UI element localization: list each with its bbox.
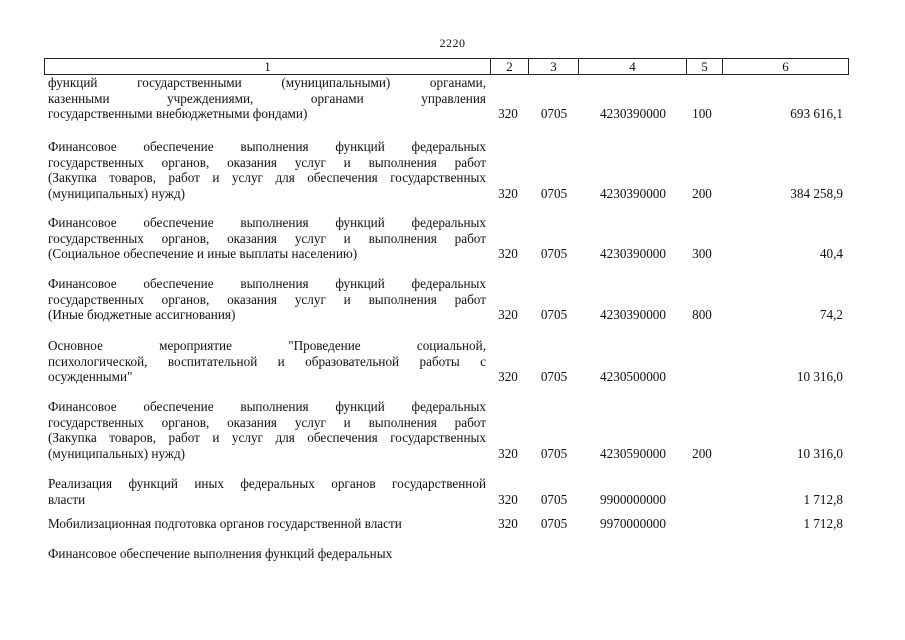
row-code-ministry: 320 — [498, 445, 518, 461]
row-code-ministry: 320 — [498, 185, 518, 201]
header-col-2: 2 — [491, 59, 529, 74]
row-code-ministry: 320 — [498, 307, 518, 322]
description-line: государственных органов, оказания услуг и выполнения работ — [48, 414, 486, 430]
header-col-1: 1 — [45, 59, 491, 74]
row-code-target: 4230390000 — [600, 246, 666, 261]
row-code-section: 0705 — [540, 516, 568, 531]
description-line: Мобилизационная подготовка органов государственной власти — [48, 516, 402, 531]
row-description — [48, 139, 486, 201]
row-code-section: 0705 — [540, 106, 568, 121]
row-description — [48, 215, 486, 262]
row-code-ministry: 320 — [498, 491, 518, 507]
header-col-6: 6 — [782, 59, 789, 74]
description-line: Финансовое обеспечение выполнения функций федеральных — [48, 139, 486, 154]
row-code-target: 4230390000 — [600, 185, 666, 201]
table-row — [44, 276, 847, 323]
description-line: (муниципальных) нужд) — [48, 185, 186, 201]
table-row — [44, 546, 847, 562]
row-code-target: 4230590000 — [600, 445, 666, 461]
row-amount: 10 316,0 — [796, 445, 843, 461]
description-line: психологической, воспитательной и образовательной работы с — [48, 353, 486, 369]
row-code-section: 0705 — [540, 246, 568, 261]
description-line: функций государственными (муниципальными) органами, — [48, 75, 486, 90]
description-line: государственных органов, оказания услуг и выполнения работ — [48, 230, 486, 246]
row-description — [48, 338, 486, 385]
row-code-expense-type: 200 — [692, 185, 712, 201]
row-code-section: 0705 — [540, 185, 568, 201]
page-number: 2220 — [439, 36, 466, 50]
row-code-ministry: 320 — [498, 106, 518, 121]
header-col-3: 3 — [529, 59, 579, 74]
table-row — [44, 476, 847, 507]
row-code-ministry: 320 — [498, 246, 518, 261]
row-code-section: 0705 — [540, 491, 568, 507]
row-amount: 40,4 — [819, 246, 843, 261]
row-amount: 10 316,0 — [796, 369, 843, 384]
row-description — [48, 399, 486, 461]
description-line: власти — [48, 491, 86, 507]
description-line: осужденными" — [48, 369, 133, 384]
row-description — [48, 476, 486, 507]
description-line: Реализация функций иных федеральных органов государственной — [48, 476, 486, 491]
row-code-ministry: 320 — [498, 369, 518, 384]
table-row — [44, 75, 847, 122]
table-header — [44, 58, 849, 75]
description-line: (Закупка товаров, работ и услуг для обеспечения государственных — [48, 430, 486, 445]
row-code-expense-type: 100 — [692, 106, 712, 121]
description-line: государственных органов, оказания услуг и выполнения работ — [48, 291, 486, 307]
row-amount: 693 616,1 — [790, 106, 843, 121]
description-line: (Закупка товаров, работ и услуг для обеспечения государственных — [48, 170, 486, 185]
description-line: Основное мероприятие "Проведение социальной, — [48, 338, 486, 353]
description-line: Финансовое обеспечение выполнения функций федеральных — [48, 276, 486, 291]
row-code-target: 4230390000 — [600, 106, 666, 121]
table-row — [44, 399, 847, 461]
row-amount: 74,2 — [819, 307, 843, 322]
row-code-target: 9970000000 — [600, 516, 666, 531]
row-description — [48, 276, 486, 323]
row-code-target: 4230390000 — [600, 307, 666, 322]
table-row — [44, 215, 847, 262]
header-col-5: 5 — [687, 59, 723, 74]
row-code-target: 4230500000 — [600, 369, 666, 384]
row-description — [48, 546, 486, 562]
table-row — [44, 338, 847, 385]
row-description — [48, 75, 486, 122]
description-line: Финансовое обеспечение выполнения функций федеральных — [48, 546, 393, 561]
row-description — [48, 516, 486, 532]
description-line: (муниципальных) нужд) — [48, 445, 186, 461]
row-code-target: 9900000000 — [600, 491, 666, 507]
row-code-section: 0705 — [540, 307, 568, 322]
table-row — [44, 516, 847, 532]
description-line: (Социальное обеспечение и иные выплаты населению) — [48, 246, 358, 261]
table-row — [44, 139, 847, 201]
description-line: государственных органов, оказания услуг и выполнения работ — [48, 154, 486, 170]
row-code-section: 0705 — [540, 445, 568, 461]
row-amount: 384 258,9 — [790, 185, 843, 201]
description-line: (Иные бюджетные ассигнования) — [48, 307, 236, 322]
row-code-section: 0705 — [540, 369, 568, 384]
row-code-ministry: 320 — [498, 516, 518, 531]
description-line: Финансовое обеспечение выполнения функций федеральных — [48, 215, 486, 230]
row-code-expense-type: 800 — [692, 307, 712, 322]
row-code-expense-type: 300 — [692, 246, 712, 261]
description-line: Финансовое обеспечение выполнения функций федеральных — [48, 399, 486, 414]
description-line: государственными внебюджетными фондами) — [48, 106, 308, 121]
header-col-4: 4 — [579, 59, 687, 74]
row-amount: 1 712,8 — [803, 491, 843, 507]
row-code-expense-type: 200 — [692, 445, 712, 461]
description-line: казенными учреждениями, органами управления — [48, 90, 486, 106]
row-amount: 1 712,8 — [803, 516, 843, 531]
